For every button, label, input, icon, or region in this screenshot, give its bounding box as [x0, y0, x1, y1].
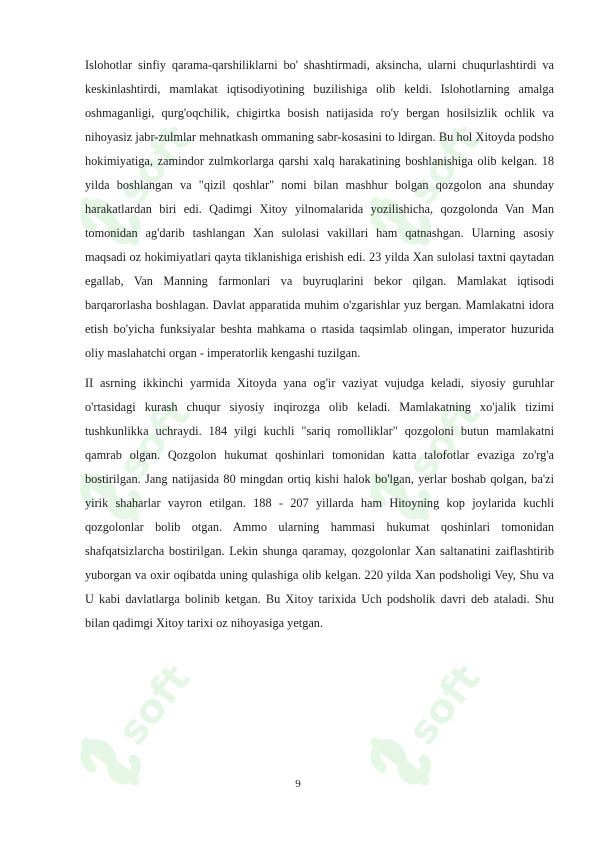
- watermark-text: soft: [109, 656, 200, 754]
- watermark-text: soft: [109, 391, 200, 489]
- paragraph-2: II asrning ikkinchi yarmida Xitoyda yana og'ir vaziyat vujudga keladi, siyosiy guruhlar o'rtasidagi kurash chuqur siyosiy inqirozga olib keladi. Mamlakatning xo'jalik tizimi tushkunlikka uchraydi. 184 yilgi kuchli "sariq romolliklar" qozgoloni butun mamlakatni qamrab olgan. Qozgolon hukumat qoshinlari tomonidan katta talofotlar evaziga zo'rg'a bostirilgan. Jang natijasida 80 mingdan ortiq kishi halok bo'lgan, yerlar boshab qolgan, ba'zi yirik shaharlar vayron etilgan. 188 - 207 yillarda ham Hitoyning kop joylarida kuchli qozgolonlar bolib otgan. Ammo ularning hammasi hukumat qoshinlari tomonidan shafqatsizlarcha bostirilgan. Lekin shunga qaramay, qozgolonlar Xan saltanatini zaiflashtirib yuborgan va oxir oqibatda uning qulashiga olib kelgan. 220 yilda Xan podsholigi Vey, Shu va U kabi davlatlarga bolinib ketgan. Bu Xitoy tarixida Uch podsholik davri deb ataladi. Shu bilan qadimgi Xitoy tarixi oz nihoyasiga yetgan.: [85, 376, 554, 630]
- watermark-text: soft: [399, 391, 490, 489]
- page-number: 9: [295, 778, 301, 790]
- document-body: [85, 53, 554, 641]
- watermark-mark-5: [76, 651, 206, 793]
- paragraph-1: Islohotlar sinfiy qarama-qarshiliklarni bo' shashtirmadi, aksincha, ularni chuqurlashtirdi va keskinlashtirdi, mamlakat iqtisodiyotining buzilishiga olib keldi. Islohotlarning amalga oshmaganligi, qurg'oqchilik, chigirtka bosish natijasida ro'y bergan hosilsizlik ochlik va nihoyasiz jabr-zulmlar mehnatkash ommaning sabr-kosasini to ldirgan. Bu hol Xitoyda podsho hokimiyatiga, zamindor zulmkorlarga qarshi xalq harakatining boshlanishiga olib kelgan. 18 yilda boshlangan va "qizil qoshlar" nomi bilan mashhur bolgan qozgolon ana shunday harakatlardan biri edi. Qadimgi Xitoy yilnomalarida yozilishicha, qozgolonda Van Man tomonidan ag'darib tashlangan Xan sulolasi vakillari ham qatnashgan. Ularning asosiy maqsadi oz hokimiyatlari qayta tiklanishiga erishish edi. 23 yilda Xan sulolasi taxtni qaytadan egallab, Van Manning farmonlari va buyruqlarini bekor qilgan. Mamlakat iqtisodi barqarorlasha boshlagan. Davlat apparatida muhim o'zgarishlar yuz bergan. Mamlakatni idora etish bo'yicha funksiyalar beshta mahkama o rtasida taqsimlab olingan, imperator huzurida oliy maslahatchi organ - imperatorlik kengashi tuzilgan.: [85, 58, 554, 360]
- watermark-text: soft: [109, 116, 200, 214]
- watermark-text: soft: [399, 116, 490, 214]
- watermark-mark-6: [366, 651, 496, 793]
- watermark-text: soft: [399, 656, 490, 754]
